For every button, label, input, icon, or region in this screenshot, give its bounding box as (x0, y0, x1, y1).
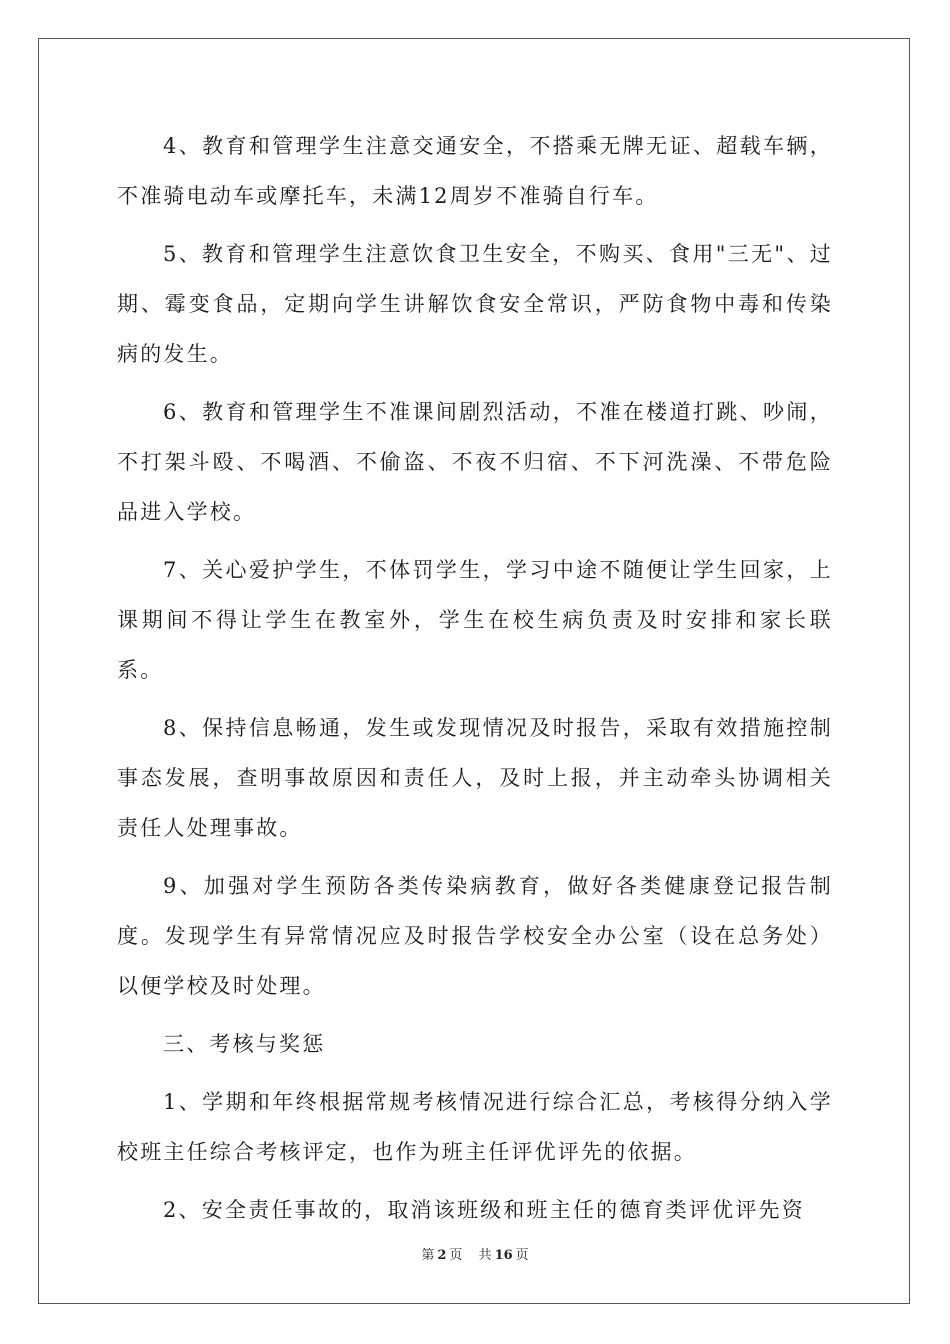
total-pages-indicator (476, 1248, 532, 1263)
paragraph-item-5: 5、教育和管理学生注意饮食卫生安全，不购买、食用"三无"、过期、霉变食品，定期向学生讲解饮食安全常识，严防食物中毒和传染病的发生。 (117, 242, 833, 366)
page-suffix: 页 (449, 1248, 463, 1263)
total-pages: 16 (494, 1248, 513, 1263)
paragraph-item-4: 4、教育和管理学生注意交通安全，不搭乘无牌无证、超载车辆，不准骑电动车或摩托车，未满12周岁不准骑自行车。 (117, 134, 833, 208)
page-number: 2 (437, 1248, 447, 1263)
paragraph-item-9: 9、加强对学生预防各类传染病教育，做好各类健康登记报告制度。发现学生有异常情况应及时报告学校安全办公室（设在总务处）以便学校及时处理。 (117, 874, 833, 998)
paragraph-item-1: 1、学期和年终根据常规考核情况进行综合汇总，考核得分纳入学校班主任综合考核评定，也作为班主任评优评先的依据。 (117, 1090, 833, 1164)
page-prefix: 第 (421, 1248, 435, 1263)
paragraph-item-7: 7、关心爱护学生，不体罚学生，学习中途不随便让学生回家，上课期间不得让学生在教室外，学生在校生病负责及时安排和家长联系。 (117, 558, 833, 682)
paragraph-item-6: 6、教育和管理学生不准课间剧烈活动，不准在楼道打跳、吵闹，不打架斗殴、不喝酒、不偷盗、不夜不归宿、不下河洗澡、不带危险品进入学校。 (117, 400, 833, 524)
paragraph-item-2: 2、安全责任事故的，取消该班级和班主任的德育类评优评先资 (163, 1198, 805, 1222)
section-heading: 三、考核与奖惩 (163, 1032, 326, 1056)
document-body (117, 121, 833, 1243)
page-indicator (418, 1248, 465, 1263)
total-suffix: 页 (515, 1248, 529, 1263)
total-prefix: 共 (478, 1248, 492, 1263)
paragraph-item-8: 8、保持信息畅通，发生或发现情况及时报告，采取有效措施控制事态发展，查明事故原因和责任人，及时上报，并主动牵头协调相关责任人处理事故。 (117, 716, 833, 840)
page-footer (0, 1244, 950, 1263)
